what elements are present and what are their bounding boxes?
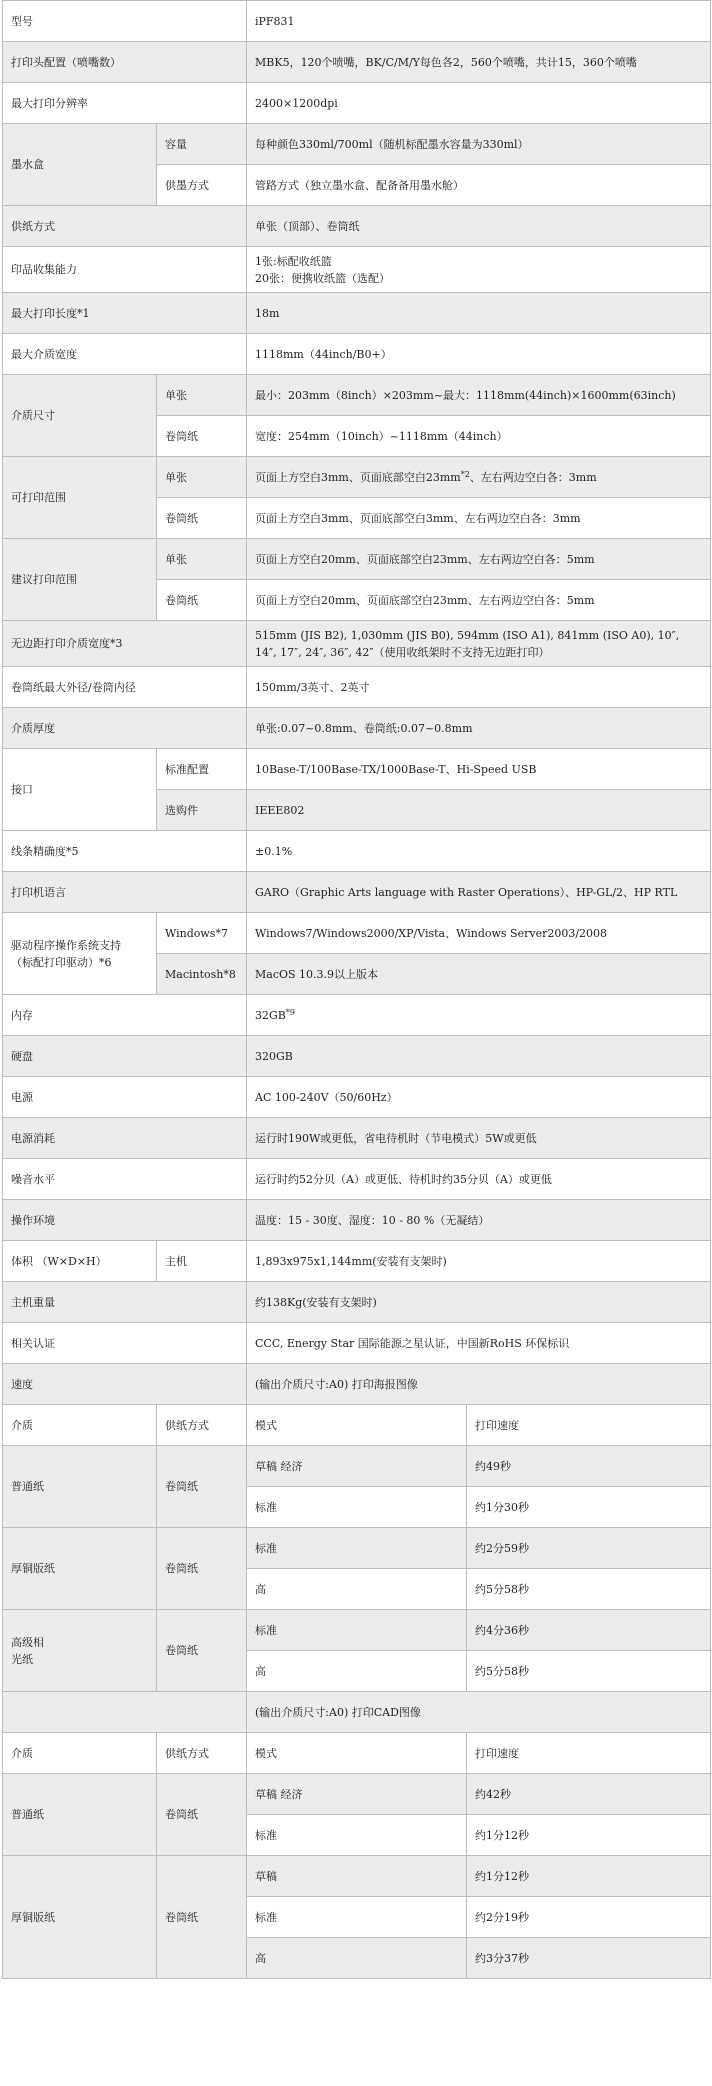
row-value-text: 1118mm（44inch/B0+） xyxy=(255,347,392,361)
row-label-text: 接口 xyxy=(11,783,33,796)
table-row xyxy=(3,621,711,667)
table-row xyxy=(3,1,711,42)
footnote-mark: *1 xyxy=(77,306,90,320)
row-label xyxy=(3,995,247,1036)
row-value xyxy=(247,1159,711,1200)
mode-cell: 标准 xyxy=(247,1528,467,1569)
sub-label xyxy=(157,749,247,790)
row-value-text: AC 100-240V（50/60Hz） xyxy=(255,1090,398,1104)
column-header: 供纸方式 xyxy=(157,1733,247,1774)
table-row xyxy=(3,83,711,124)
table-row xyxy=(3,1692,711,1733)
table-row xyxy=(3,1241,711,1282)
row-value xyxy=(247,749,711,790)
column-header: 模式 xyxy=(247,1405,467,1446)
row-label-line xyxy=(11,937,148,954)
sub-label-text: 容量 xyxy=(165,137,187,151)
media-line: 厚铜版纸 xyxy=(11,1562,55,1575)
row-value xyxy=(247,83,711,124)
column-header: 供纸方式 xyxy=(157,1405,247,1446)
sub-label xyxy=(157,913,247,954)
row-value xyxy=(247,1036,711,1077)
row-value-line: 14″, 17″, 24″, 36″, 42″（使用收纸架时不支持无边距打印） xyxy=(255,645,550,659)
row-label xyxy=(3,1,247,42)
feed-cell: 卷筒纸 xyxy=(157,1528,247,1610)
mode-cell: 高 xyxy=(247,1938,467,1979)
table-row xyxy=(3,293,711,334)
row-value-text: 18m xyxy=(255,306,280,320)
row-value xyxy=(247,457,711,498)
row-label xyxy=(3,708,247,749)
sub-label-text: 主机 xyxy=(165,1254,187,1268)
row-value xyxy=(247,539,711,580)
footnote-mark: *8 xyxy=(223,967,236,981)
row-label-text: 卷筒纸最大外径/卷筒内径 xyxy=(11,680,136,694)
sub-label xyxy=(157,580,247,621)
mode-cell: 草稿 经济 xyxy=(247,1446,467,1487)
speed-cell: 约2分59秒 xyxy=(467,1528,711,1569)
sub-label-text: Macintosh xyxy=(165,967,224,981)
row-label-text: 型号 xyxy=(11,14,33,28)
table-row xyxy=(3,1077,711,1118)
table-row xyxy=(3,1733,711,1774)
table-row xyxy=(3,1282,711,1323)
row-value-line: 1张:标配收纸篮 xyxy=(255,254,332,268)
row-label xyxy=(3,1323,247,1364)
media-cell xyxy=(3,1446,157,1528)
footnote-mark: *5 xyxy=(66,844,79,858)
row-value xyxy=(247,1077,711,1118)
media-cell xyxy=(3,1774,157,1856)
table-row xyxy=(3,1036,711,1077)
media-line: 普通纸 xyxy=(11,1480,44,1493)
feed-cell: 卷筒纸 xyxy=(157,1856,247,1979)
mode-cell: 标准 xyxy=(247,1610,467,1651)
row-label-text: 最大打印分辨率 xyxy=(11,96,88,110)
speed-cell: 约3分37秒 xyxy=(467,1938,711,1979)
sub-label xyxy=(157,790,247,831)
table-row xyxy=(3,1446,711,1487)
feed-cell: 卷筒纸 xyxy=(157,1446,247,1528)
row-label xyxy=(3,539,157,621)
column-header: 打印速度 xyxy=(467,1405,711,1446)
speed-cell: 约2分19秒 xyxy=(467,1897,711,1938)
speed-cell: 约49秒 xyxy=(467,1446,711,1487)
media-line: 光纸 xyxy=(11,1652,33,1666)
table-row xyxy=(3,1323,711,1364)
row-value xyxy=(247,831,711,872)
table-row xyxy=(3,667,711,708)
media-cell xyxy=(3,1610,157,1692)
footnote-mark: *3 xyxy=(110,637,123,650)
table-row xyxy=(3,247,711,293)
row-value-text: 页面上方空白3mm、页面底部空白3mm、左右两边空白各：3mm xyxy=(255,511,581,525)
table-row xyxy=(3,872,711,913)
row-value xyxy=(247,995,711,1036)
row-label xyxy=(3,457,157,539)
row-label-text: 墨水盒 xyxy=(11,158,44,171)
row-label xyxy=(3,1036,247,1077)
sub-label-text: 卷筒纸 xyxy=(165,511,198,525)
row-value-text: 页面上方空白20mm、页面底部空白23mm、左右两边空白各：5mm xyxy=(255,593,595,607)
row-value-text: 32GB xyxy=(255,1008,286,1022)
row-label xyxy=(3,1077,247,1118)
table-row xyxy=(3,913,711,954)
row-label-text: 内存 xyxy=(11,1008,33,1022)
row-value xyxy=(247,1118,711,1159)
row-value-text: GARO（Graphic Arts language with Raster Operations）、HP-GL/2、HP RTL xyxy=(255,885,678,899)
spec-table xyxy=(2,0,711,1979)
row-label xyxy=(3,749,157,831)
row-value xyxy=(247,498,711,539)
row-value-text: CCC, Energy Star 国际能源之星认证，中国新RoHS 环保标识 xyxy=(255,1336,570,1350)
row-value-text: 150mm/3英寸、2英寸 xyxy=(255,680,370,694)
row-value-line: 20张：便携收纸篮（选配） xyxy=(255,271,390,285)
row-label-text: 无边距打印介质宽度 xyxy=(11,637,110,650)
row-label-text: 电源 xyxy=(11,1090,33,1104)
sub-label xyxy=(157,1241,247,1282)
row-value-text: 页面上方空白3mm、页面底部空白23mm xyxy=(255,470,461,484)
row-value xyxy=(247,375,711,416)
mode-cell: 标准 xyxy=(247,1487,467,1528)
mode-cell: 标准 xyxy=(247,1897,467,1938)
sub-label-text: 单张 xyxy=(165,552,187,566)
sub-label-text: 单张 xyxy=(165,470,187,484)
row-value-text: 宽度：254mm（10inch）~1118mm（44inch） xyxy=(255,429,508,443)
row-value-text: IEEE802 xyxy=(255,803,305,817)
row-value-text: ±0.1% xyxy=(255,844,293,858)
row-value-text: 320GB xyxy=(255,1049,293,1063)
row-value-text: 运行时190W或更低，省电待机时（节电模式）5W或更低 xyxy=(255,1131,537,1145)
row-label-text: 速度 xyxy=(11,1377,33,1391)
media-line: 普通纸 xyxy=(11,1808,44,1821)
row-value-text: iPF831 xyxy=(255,14,295,28)
media-cell xyxy=(3,1856,157,1979)
row-value xyxy=(247,913,711,954)
table-row xyxy=(3,749,711,790)
row-value xyxy=(247,247,711,293)
row-value xyxy=(247,954,711,995)
media-cell xyxy=(3,1528,157,1610)
row-label xyxy=(3,831,247,872)
footnote-mark: *6 xyxy=(99,955,112,969)
row-value-text: 每种颜色330ml/700ml（随机标配墨水容量为330ml） xyxy=(255,137,529,151)
row-label-text: 介质尺寸 xyxy=(11,409,55,422)
row-label xyxy=(3,621,247,667)
sub-label-text: 标准配置 xyxy=(165,762,209,776)
feed-cell: 卷筒纸 xyxy=(157,1774,247,1856)
speed-cell: 约42秒 xyxy=(467,1774,711,1815)
row-value xyxy=(247,1241,711,1282)
row-value-text: 约138Kg(安装有支架时) xyxy=(255,1295,377,1309)
footnote-mark: *9 xyxy=(285,1007,295,1017)
feed-cell: 卷筒纸 xyxy=(157,1610,247,1692)
row-value-text: 2400×1200dpi xyxy=(255,96,338,110)
row-value xyxy=(247,124,711,165)
row-label xyxy=(3,42,247,83)
footnote-mark: *2 xyxy=(460,469,470,479)
table-row xyxy=(3,124,711,165)
row-value xyxy=(247,872,711,913)
speed-cell: 约1分30秒 xyxy=(467,1487,711,1528)
row-label-text: 可打印范围 xyxy=(11,491,66,504)
table-row xyxy=(3,1528,711,1569)
row-value-text: 10Base-T/100Base-TX/1000Base-T、Hi-Speed USB xyxy=(255,762,537,776)
table-row xyxy=(3,831,711,872)
table-row xyxy=(3,1364,711,1405)
table-row xyxy=(3,1118,711,1159)
row-label xyxy=(3,667,247,708)
mode-cell: 高 xyxy=(247,1569,467,1610)
row-label-text: 操作环境 xyxy=(11,1213,55,1227)
table-row xyxy=(3,1856,711,1897)
row-value-tail: 、左右两边空白各：3mm xyxy=(469,470,597,484)
row-value xyxy=(247,334,711,375)
row-label xyxy=(3,83,247,124)
row-label xyxy=(3,1282,247,1323)
row-label xyxy=(3,124,157,206)
row-label xyxy=(3,293,247,334)
row-value xyxy=(247,1364,711,1405)
table-row xyxy=(3,995,711,1036)
sub-label-text: Windows xyxy=(165,926,216,940)
row-label xyxy=(3,1159,247,1200)
table-row xyxy=(3,457,711,498)
table-row xyxy=(3,539,711,580)
table-row xyxy=(3,1200,711,1241)
table-row xyxy=(3,206,711,247)
table-row xyxy=(3,1159,711,1200)
row-value xyxy=(247,1,711,42)
sub-label xyxy=(157,124,247,165)
row-value xyxy=(247,580,711,621)
row-label-text: 硬盘 xyxy=(11,1049,33,1063)
row-value xyxy=(247,667,711,708)
row-label-text: 最大打印长度 xyxy=(11,306,77,320)
row-label-text: 建议打印范围 xyxy=(11,573,77,586)
row-value xyxy=(247,708,711,749)
sub-label xyxy=(157,457,247,498)
row-label-text: 最大介质宽度 xyxy=(11,347,77,361)
table-row xyxy=(3,375,711,416)
row-label-text: 主机重量 xyxy=(11,1295,55,1309)
row-value-text: 温度：15 - 30度、湿度：10 - 80 %（无凝结） xyxy=(255,1213,490,1227)
sub-label-text: 选购件 xyxy=(165,803,198,817)
mode-cell: 标准 xyxy=(247,1815,467,1856)
table-row xyxy=(3,708,711,749)
row-value-text: 管路方式（独立墨水盒、配备备用墨水舱） xyxy=(255,178,464,192)
row-value-text: 运行时约52分贝（A）或更低、待机时约35分贝（A）或更低 xyxy=(255,1172,552,1186)
speed-cell: 约5分58秒 xyxy=(467,1651,711,1692)
column-header: 模式 xyxy=(247,1733,467,1774)
row-value xyxy=(247,1323,711,1364)
row-label-text: 供纸方式 xyxy=(11,219,55,233)
media-line: 厚铜版纸 xyxy=(11,1910,55,1924)
speed-cell: 约1分12秒 xyxy=(467,1815,711,1856)
speed-cell: 约4分36秒 xyxy=(467,1610,711,1651)
speed-caption: (输出介质尺寸:A0) 打印CAD图像 xyxy=(247,1692,711,1733)
sub-label xyxy=(157,954,247,995)
row-value-text: Windows7/Windows2000/XP/Vista、Windows Server2003/2008 xyxy=(255,926,608,940)
row-label xyxy=(3,913,157,995)
row-value xyxy=(247,1200,711,1241)
row-value xyxy=(247,621,711,667)
row-label-text: 打印机语言 xyxy=(11,885,66,899)
row-value xyxy=(247,206,711,247)
row-label-text: 体积 （W×D×H） xyxy=(11,1254,107,1268)
table-row xyxy=(3,1774,711,1815)
row-value xyxy=(247,1282,711,1323)
sub-label-text: 卷筒纸 xyxy=(165,429,198,443)
row-label-text: 打印头配置（喷嘴数） xyxy=(11,55,121,69)
column-header: 打印速度 xyxy=(467,1733,711,1774)
media-line: 高级相 xyxy=(11,1635,44,1649)
row-value xyxy=(247,42,711,83)
row-label-text: 介质厚度 xyxy=(11,721,55,735)
row-value-text: (输出介质尺寸:A0) 打印海报图像 xyxy=(255,1377,418,1391)
table-row xyxy=(3,334,711,375)
row-value-text: 最小：203mm（8inch）×203mm~最大：1118mm(44inch)×1600mm(63inch) xyxy=(255,388,676,402)
row-value-text: 单张:0.07~0.8mm、卷筒纸:0.07~0.8mm xyxy=(255,721,473,735)
sub-label xyxy=(157,165,247,206)
table-row xyxy=(3,42,711,83)
row-label xyxy=(3,375,157,457)
row-label xyxy=(3,872,247,913)
row-label-line xyxy=(11,954,148,971)
row-label-text: 驱动程序操作系统支持 xyxy=(11,938,121,952)
sub-label xyxy=(157,539,247,580)
column-header: 介质 xyxy=(3,1733,157,1774)
row-value-text: 1,893x975x1,144mm(安装有支架时) xyxy=(255,1254,447,1268)
sub-label xyxy=(157,416,247,457)
table-row xyxy=(3,1405,711,1446)
row-value-text: 页面上方空白20mm、页面底部空白23mm、左右两边空白各：5mm xyxy=(255,552,595,566)
row-label xyxy=(3,1364,247,1405)
row-label xyxy=(3,206,247,247)
mode-cell: 草稿 xyxy=(247,1856,467,1897)
sub-label-text: 供墨方式 xyxy=(165,178,209,192)
row-label-text: 电源消耗 xyxy=(11,1131,55,1145)
speed-cell: 约1分12秒 xyxy=(467,1856,711,1897)
row-value xyxy=(247,293,711,334)
row-label xyxy=(3,1200,247,1241)
speed-cell: 约5分58秒 xyxy=(467,1569,711,1610)
row-label-text: 印品收集能力 xyxy=(11,263,77,276)
footnote-mark: *7 xyxy=(215,926,228,940)
row-label-text: 噪音水平 xyxy=(11,1172,55,1186)
sub-label xyxy=(157,498,247,539)
row-value xyxy=(247,416,711,457)
row-value xyxy=(247,165,711,206)
row-value xyxy=(247,790,711,831)
sub-label xyxy=(157,375,247,416)
sub-label-text: 卷筒纸 xyxy=(165,593,198,607)
row-label xyxy=(3,247,247,293)
row-value-text: MacOS 10.3.9以上版本 xyxy=(255,967,379,981)
sub-label-text: 单张 xyxy=(165,388,187,402)
row-label-text: 相关认证 xyxy=(11,1336,55,1350)
caption-spacer xyxy=(3,1692,247,1733)
row-value-text: 单张（顶部）、卷筒纸 xyxy=(255,219,360,233)
row-label xyxy=(3,1118,247,1159)
row-value-line: 515mm (JIS B2), 1,030mm (JIS B0), 594mm (ISO A1), 841mm (ISO A0), 10″, xyxy=(255,628,680,642)
mode-cell: 草稿 经济 xyxy=(247,1774,467,1815)
row-label xyxy=(3,334,247,375)
row-label xyxy=(3,1241,157,1282)
mode-cell: 高 xyxy=(247,1651,467,1692)
column-header: 介质 xyxy=(3,1405,157,1446)
row-value-text: MBK5，120个喷嘴，BK/C/M/Y每色各2，560个喷嘴，共计15，360个喷嘴 xyxy=(255,55,637,69)
table-row xyxy=(3,1610,711,1651)
row-label-text: （标配打印驱动） xyxy=(11,955,99,969)
row-label-text: 线条精确度 xyxy=(11,844,66,858)
